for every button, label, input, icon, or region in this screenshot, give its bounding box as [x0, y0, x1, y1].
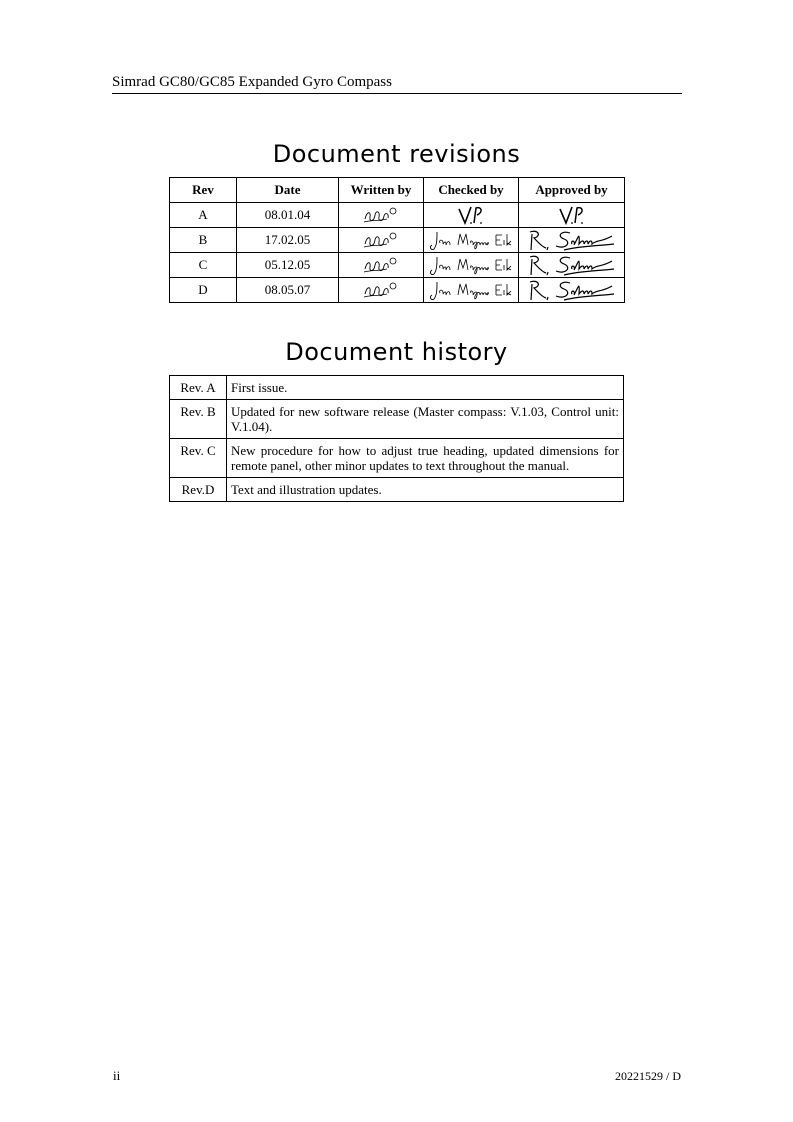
- signature-icon: [524, 253, 619, 277]
- approved-by-signature: [519, 253, 625, 278]
- revision-date: 05.12.05: [237, 253, 339, 278]
- written-by-signature: [339, 278, 424, 303]
- signature-icon: [428, 254, 514, 276]
- revisions-table: [169, 177, 625, 303]
- document-number: 20221529 / D: [615, 1069, 681, 1083]
- history-row: [170, 376, 624, 400]
- signature-icon: [428, 229, 514, 251]
- revision-row: [170, 278, 625, 303]
- signature-initials-icon: [557, 204, 587, 226]
- signature-icon: [428, 279, 514, 301]
- signature-icon: [524, 278, 619, 302]
- revision-row: [170, 228, 625, 253]
- approved-by-signature: [519, 203, 625, 228]
- written-by-signature: [339, 228, 424, 253]
- history-row: [170, 478, 624, 502]
- history-row: [170, 439, 624, 478]
- column-header-date: Date: [237, 178, 339, 203]
- revision-row: [170, 253, 625, 278]
- checked-by-signature: [424, 228, 519, 253]
- signature-icon: [361, 255, 401, 275]
- history-row: [170, 400, 624, 439]
- running-header: Simrad GC80/GC85 Expanded Gyro Compass: [112, 72, 682, 94]
- approved-by-signature: [519, 278, 625, 303]
- history-table: [169, 375, 624, 502]
- column-header-written-by: Written by: [339, 178, 424, 203]
- revision-rev: D: [170, 278, 237, 303]
- signature-icon: [361, 280, 401, 300]
- revision-row: [170, 203, 625, 228]
- revision-rev: A: [170, 203, 237, 228]
- history-rev-label: Rev. B: [170, 400, 227, 439]
- column-header-approved-by: Approved by: [519, 178, 625, 203]
- column-header-rev: Rev: [170, 178, 237, 203]
- column-header-checked-by: Checked by: [424, 178, 519, 203]
- history-description: Text and illustration updates.: [227, 478, 624, 502]
- revision-date: 08.05.07: [237, 278, 339, 303]
- written-by-signature: [339, 203, 424, 228]
- written-by-signature: [339, 253, 424, 278]
- history-description: New procedure for how to adjust true heading, updated dimensions for remote panel, other minor updates to text throughout the manual.: [227, 439, 624, 478]
- history-rev-label: Rev. A: [170, 376, 227, 400]
- revision-date: 08.01.04: [237, 203, 339, 228]
- history-description: First issue.: [227, 376, 624, 400]
- revisions-title: Document revisions: [272, 140, 521, 168]
- signature-icon: [361, 230, 401, 250]
- signature-icon: [524, 228, 619, 252]
- page-number: ii: [113, 1068, 121, 1083]
- checked-by-signature: [424, 278, 519, 303]
- history-rev-label: Rev.D: [170, 478, 227, 502]
- revision-rev: C: [170, 253, 237, 278]
- revisions-header-row: [170, 178, 625, 203]
- history-description: Updated for new software release (Master compass: V.1.03, Control unit: V.1.04).: [227, 400, 624, 439]
- checked-by-signature: [424, 253, 519, 278]
- signature-icon: [361, 205, 401, 225]
- revision-rev: B: [170, 228, 237, 253]
- signature-initials-icon: [456, 204, 486, 226]
- checked-by-signature: [424, 203, 519, 228]
- approved-by-signature: [519, 228, 625, 253]
- history-title: Document history: [285, 338, 508, 366]
- revision-date: 17.02.05: [237, 228, 339, 253]
- history-rev-label: Rev. C: [170, 439, 227, 478]
